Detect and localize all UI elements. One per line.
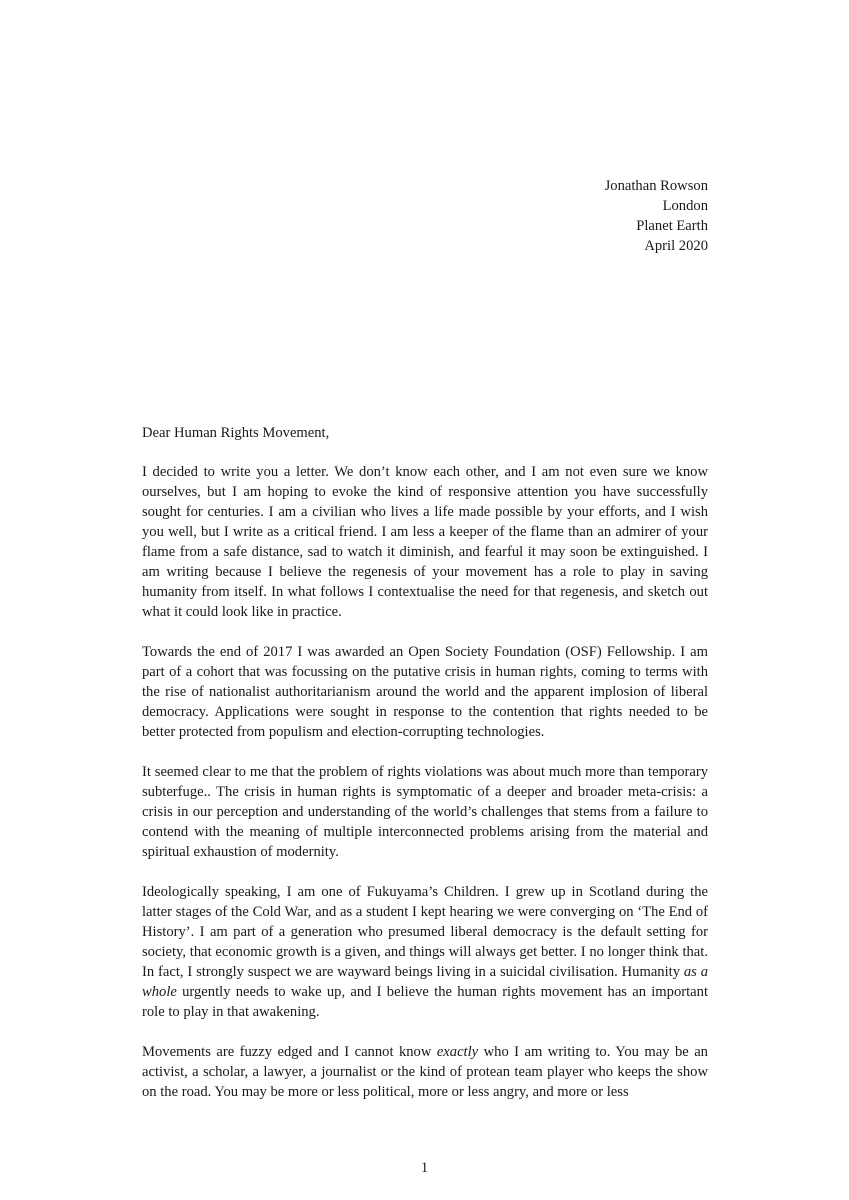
sender-address <box>605 176 708 256</box>
sender-planet: Planet Earth <box>636 218 708 234</box>
letter-body <box>142 423 708 1122</box>
paragraph-3: It seemed clear to me that the problem of rights violations was about much more than temporary subterfuge.. The crisis in human rights is symptomatic of a deeper and broader meta-crisis: a crisis in our perception and understanding of the world’s challenges that stems from a failure to contend with the meaning of multiple interconnected problems arising from the material and spiritual exhaustion of modernity. <box>142 764 708 860</box>
paragraph-4-text-a: Ideologically speaking, I am one of Fukuyama’s Children. I grew up in Scotland during the latter stages of the Cold War, and as a student I kept hearing we were converging on ‘The End of History’. I am part of a generation who presumed liberal democracy is the default setting for society, that economic growth is a given, and things will always get better. I no longer think that. In fact, I strongly suspect we are wayward beings living in a suicidal civilisation. Humanity <box>142 884 708 980</box>
sender-name: Jonathan Rowson <box>604 178 708 194</box>
page-number: 1 <box>420 1160 429 1176</box>
paragraph-4-emphasis: as a whole <box>142 964 708 1000</box>
paragraph-5-text-b: who I am writing to. You may be an activist, a scholar, a lawyer, a journalist or the kind of protean team player who keeps the show on the road. You may be more or less political, more or less angry, and more or less <box>142 1044 708 1100</box>
paragraph-2: Towards the end of 2017 I was awarded an Open Society Foundation (OSF) Fellowship. I am part of a cohort that was focussing on the putative crisis in human rights, coming to terms with the rise of nationalist authoritarianism around the world and the apparent implosion of liberal democracy. Applications were sought in response to the contention that rights needed to be better protected from populism and election-corrupting technologies. <box>142 644 708 740</box>
paragraph-5 <box>142 1042 708 1102</box>
paragraph-5-text-a: Movements are fuzzy edged and I cannot know <box>142 1044 437 1060</box>
paragraph-4 <box>142 882 708 1022</box>
paragraph-5-emphasis: exactly <box>436 1044 479 1060</box>
sender-city: London <box>662 198 708 214</box>
letter-date: April 2020 <box>644 238 708 254</box>
paragraph-1: I decided to write you a letter. We don’t know each other, and I am not even sure we know ourselves, but I am hoping to evoke the kind of responsive attention you have successfully sought for centuries. I am a civilian who lives a life made possible by your efforts, and I wish you well, but I write as a critical friend. I am less a keeper of the flame than an admirer of your flame from a safe distance, sad to watch it diminish, and fearful it may soon be extinguished. I am writing because I believe the regenesis of your movement has a role to play in saving humanity from itself. In what follows I contextualise the need for that regenesis, and sketch out what it could look like in practice. <box>142 464 708 620</box>
salutation: Dear Human Rights Movement, <box>142 425 330 441</box>
paragraph-4-text-b: urgently needs to wake up, and I believe the human rights movement has an important role to play in that awakening. <box>142 984 708 1020</box>
